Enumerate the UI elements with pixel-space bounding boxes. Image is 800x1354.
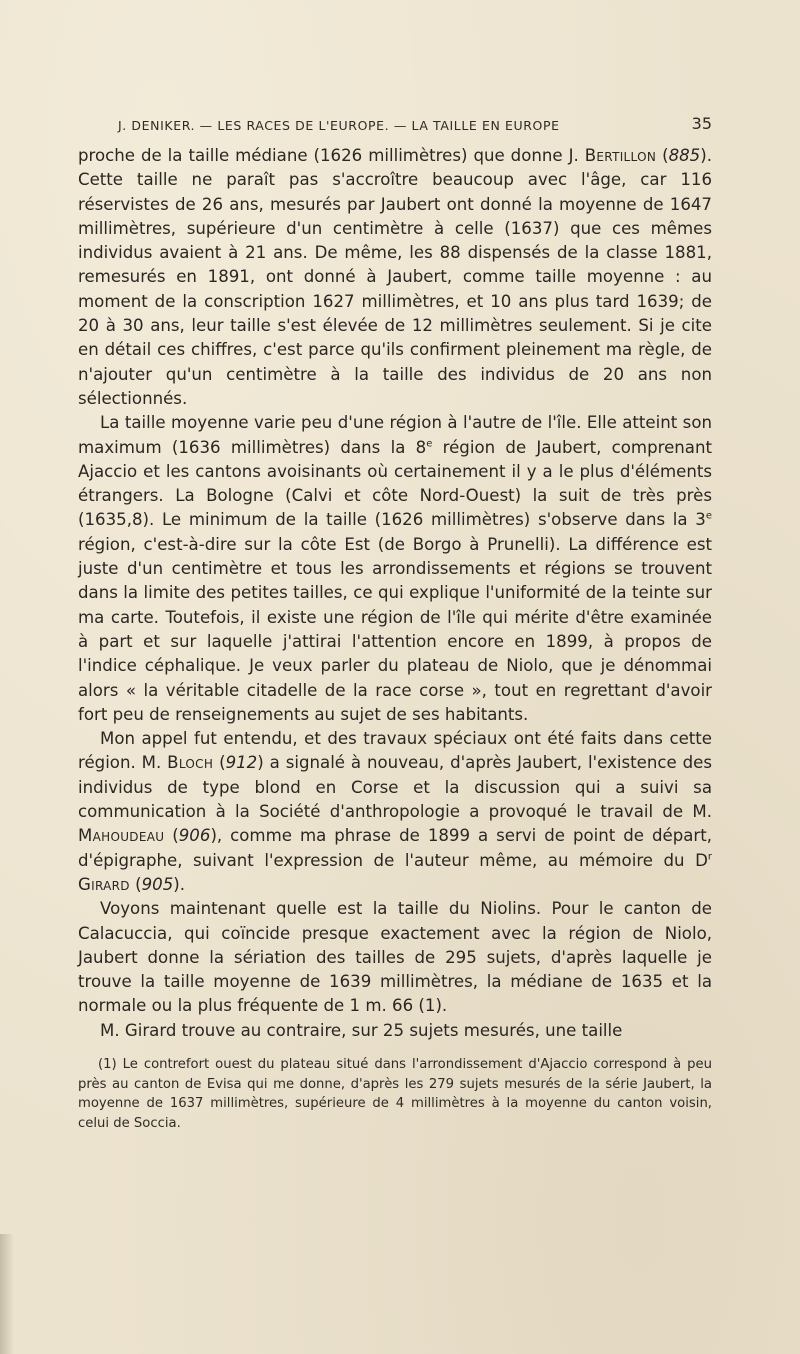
superscript-e: e <box>426 438 433 450</box>
reference-912: 912 <box>225 753 258 773</box>
paragraph-3-text-g: ( <box>129 874 142 894</box>
paragraph-1-text-a: proche de la taille médiane (1626 millimètres) que donne J. <box>78 146 585 165</box>
superscript-e: e <box>705 510 712 522</box>
paragraph-3 <box>78 727 712 897</box>
footnote <box>78 1055 712 1133</box>
author-mahoudeau: Mahoudeau <box>78 826 165 846</box>
author-bertillon: Bertillon <box>584 146 657 165</box>
running-title: J. DENIKER. — LES RACES DE L'EUROPE. — LA TAILLE EN EUROPE <box>118 118 560 133</box>
paragraph-1-text-c: ). Cette taille ne paraît pas s'accroître beaucoup avec l'âge, car 116 réservistes de 26 ans, mesurés par Jaubert ont donné la moyenne de 1647 millimètres, supérieure d'un centimètre à celle (1637) que ces mêmes individus avaient à 21 ans. De même, les 88 dispensés de la classe 1881, remesurés en 1891, ont donné à Jaubert, comme taille moyenne : au moment de la conscription 1627 millimètres, et 10 ans plus tard 1639; de 20 à 30 ans, leur taille s'est élevée de 12 millimètres seulement. Si je cite en détail ces chiffres, c'est parce qu'ils confirment pleinement ma règle, de n'ajouter qu'un centimètre à la taille des individus de 20 ans non sélectionnés. <box>78 146 712 408</box>
paragraph-2-text-c: région, c'est-à-dire sur la côte Est (de Borgo à Prunelli). La différence est juste d'un centimètre et tous les arrondissements et régions se trouvent dans la limite des petites tailles, ce qui explique l'uniformité de la teinte sur ma carte. Toutefois, il existe une région de l'île qui mérite d'être examinée à part et sur laquelle j'attirai l'attention encore en 1899, à propos de l'indice céphalique. Je veux parler du plateau de Niolo, que je dénommai alors « la véritable citadelle de la race corse », tout en regrettant d'avoir fort peu de renseignements au sujet de ses habitants. <box>78 534 712 724</box>
body-text <box>78 144 712 1043</box>
paragraph-5: M. Girard trouve au contraire, sur 25 sujets mesurés, une taille <box>100 1020 623 1040</box>
paragraph-4: Voyons maintenant quelle est la taille du Niolins. Pour le canton de Calacuccia, qui coïncide presque exactement avec la région de Niolo, Jaubert donne la sériation des tailles de 295 sujets, d'après laquelle je trouve la taille moyenne de 1639 millimètres, la médiane de 1635 et la normale ou la plus fréquente de 1 m. 66 (1). <box>78 899 712 1016</box>
paragraph-1-text-b: ( <box>656 146 669 165</box>
paragraph-3-text-c: ) a signalé à nouveau, d'après Jaubert, l'existence des individus de type blond en Corse et la discussion qui a suivi sa communication à la Société d'anthropologie a provoqué le travail de M. <box>78 753 712 822</box>
paragraph-3-text-h: ). <box>173 874 186 894</box>
paragraph-2 <box>78 411 712 727</box>
paragraph-2-text-a: La taille moyenne varie peu d'une région à l'autre de l'île. Elle atteint son maximum (1636 millimètres) dans la 8 <box>78 413 712 457</box>
page-number: 35 <box>691 114 712 133</box>
page-edge-shadow <box>0 1234 14 1354</box>
author-girard: Girard <box>78 874 130 894</box>
superscript-r: r <box>707 851 712 863</box>
reference-885: 885 <box>668 146 701 165</box>
footnote-text: (1) Le contrefort ouest du plateau situé dans l'arrondissement d'Ajaccio correspond à peu près au canton de Evisa qui me donne, d'après les 279 sujets mesurés de la série Jaubert, la moyenne de 1637 millimètres, supérieure de 4 millimètres à la moyenne du canton voisin, celui de Soccia. <box>78 1056 712 1131</box>
reference-905: 905 <box>141 874 174 894</box>
paragraph-3-text-a: Mon appel fut entendu, et des travaux spéciaux ont été faits dans cette région. M. <box>78 729 712 773</box>
reference-906: 906 <box>178 826 211 846</box>
paragraph-2-text-b: région de Jaubert, comprenant Ajaccio et les cantons avoisinants où certainement il y a le plus d'éléments étrangers. La Bologne (Calvi et côte Nord-Ouest) la suit de très près (1635,8). Le minimum de la taille (1626 millimètres) s'observe dans la 3 <box>78 437 712 530</box>
paragraph-3-text-e: ), comme ma phrase de 1899 a servi de point de départ, d'épigraphe, suivant l'expression de l'auteur même, au mémoire du D <box>78 826 712 870</box>
paragraph-1 <box>78 144 712 411</box>
paragraph-3-text-d: ( <box>164 826 179 846</box>
paragraph-3-text-b: ( <box>213 753 226 773</box>
author-bloch: Bloch <box>167 753 214 773</box>
book-page <box>78 114 712 1133</box>
running-header <box>78 114 712 138</box>
